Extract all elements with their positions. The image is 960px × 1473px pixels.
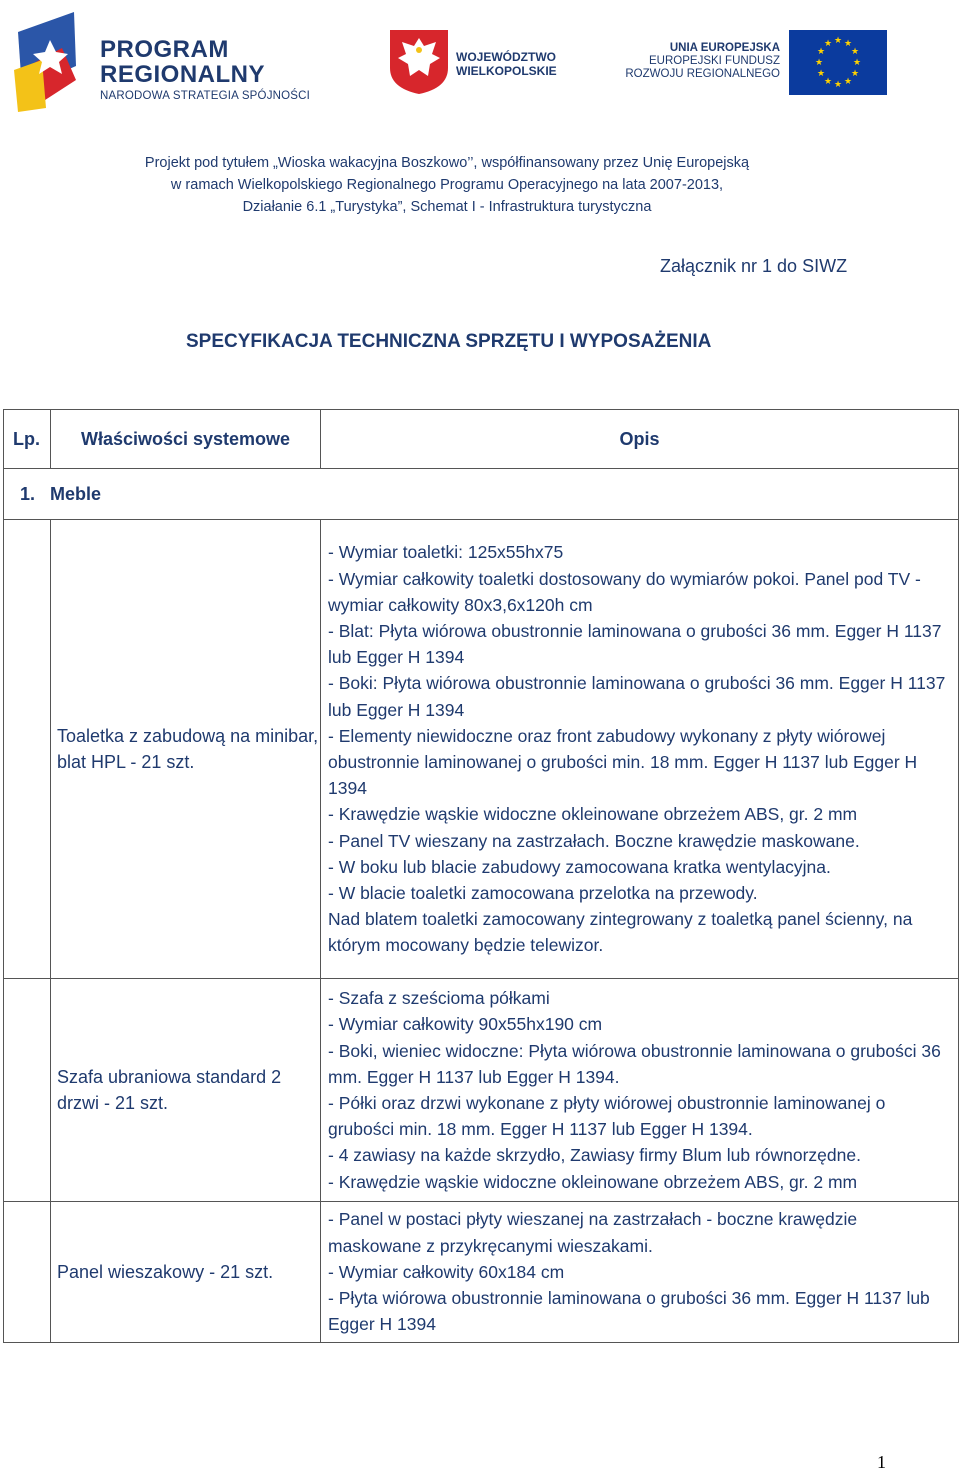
category-number: 1. (20, 483, 36, 504)
eu-line1: UNIA EUROPEJSKA (669, 42, 780, 54)
item-description: - Wymiar toaletki: 125x55hx75 - Wymiar całkowity toaletki dostosowany do wymiarów pokoi. Panel pod TV - wymiar całkowity 80x3,6x120h cm - Blat: Płyta wiórowa obustronnie laminowana o grubości 36 mm. Egger H 1137 lub Egger H 1394 - Boki: Płyta wiórowa obustronnie laminowana o grubości 36 mm. Egger H 1137 lub Egger H 1394 - Elementy niewidoczne oraz front zabudowy wykonany z płyty wiórowej obustronnie laminowanej o grubości min. 18 mm. Egger H 1137 lub Egger H 1394 - Krawędzie wąskie widoczne okleinowane obrzeżem ABS, gr. 2 mm - Panel TV wieszany na zastrzałach. Boczne krawędzie maskowane. - W boku lub blacie zabudowy zamocowana kratka wentylacyjna. - W blacie toaletki zamocowana przelotka na przewody. Nad blatem toaletki zamocowany zintegrowany z toaletką panel ścienny, na którym mocowany będzie telewizor. (321, 520, 959, 979)
region-line1: WOJEWÓDZTWO (456, 50, 556, 64)
item-description: - Szafa z sześcioma półkami - Wymiar całkowity 90x55hx190 cm - Boki, wieniec widoczne: Płyta wiórowa obustronnie laminowana o grubości 36 mm. Egger H 1137 lub Egger H 1394. - Półki oraz drzwi wykonane z płyty wiórowej obustronnie laminowanej o grubości min. 18 mm. Egger H 1137 lub Egger H 1394. - 4 zawiasy na każde skrzydło, Zawiasy firmy Blum lub równorzędne. - Krawędzie wąskie widoczne okleinowane obrzeżem ABS, gr. 2 mm (321, 979, 959, 1202)
program-line2: REGIONALNY (100, 61, 266, 88)
eu-line2: EUROPEJSKI FUNDUSZ (649, 55, 780, 67)
region-line2: WIELKOPOLSKIE (456, 64, 557, 78)
project-line2: w ramach Wielkopolskiego Regionalnego Programu Operacyjnego na lata 2007-2013, (170, 177, 724, 193)
table-row (4, 520, 959, 979)
project-line1: Projekt pod tytułem „Wioska wakacyjna Boszkowo’’, współfinansowany przez Unię Europejską (144, 155, 750, 171)
svg-text:★: ★ (843, 77, 853, 87)
program-line3: NARODOWA STRATEGIA SPÓJNOŚCI (100, 90, 311, 102)
item-name: Szafa ubraniowa standard 2 drzwi - 21 szt. (51, 979, 321, 1202)
column-header-properties: Właściwości systemowe (51, 410, 321, 469)
wielkopolska-wordmark (456, 50, 557, 78)
category-name: Meble (50, 483, 102, 504)
category-cell (4, 469, 959, 520)
annex-label: Załącznik nr 1 do SIWZ (660, 256, 848, 276)
program-line1: PROGRAM (100, 36, 229, 63)
eu-line3: ROZWOJU REGIONALNEGO (625, 68, 780, 80)
project-line3: Działanie 6.1 „Turystyka”, Schemat I - Infrastruktura turystyczna (242, 199, 652, 215)
category-row (4, 469, 959, 520)
svg-text:★: ★ (833, 80, 843, 90)
lp-cell (4, 1202, 51, 1343)
wielkopolska-eagle-crest-icon (388, 28, 450, 96)
item-name: Toaletka z zabudową na minibar, blat HPL - 21 szt. (51, 520, 321, 979)
svg-text:★: ★ (823, 77, 833, 87)
eu-wordmark (612, 42, 780, 81)
item-description: - Panel w postaci płyty wieszanej na zastrzałach - boczne krawędzie maskowane z przykręcanymi wieszakami. - Wymiar całkowity 60x184 cm - Płyta wiórowa obustronnie laminowana o grubości 36 mm. Egger H 1137 lub Egger H 1394 (321, 1202, 959, 1343)
svg-text:★: ★ (816, 47, 826, 57)
item-name: Panel wieszakowy - 21 szt. (51, 1202, 321, 1343)
table-row (4, 1202, 959, 1343)
svg-text:★: ★ (823, 39, 833, 49)
page-title: SPECYFIKACJA TECHNICZNA SPRZĘTU I WYPOSAŻENIA (186, 331, 712, 352)
lp-cell (4, 520, 51, 979)
eu-flag-icon (789, 30, 887, 95)
table-row (4, 979, 959, 1202)
specification-table (3, 409, 959, 1343)
svg-text:★: ★ (843, 39, 853, 49)
svg-text:★: ★ (816, 69, 826, 79)
program-regionalny-logo-icon (12, 10, 97, 115)
program-regionalny-wordmark (100, 38, 310, 104)
svg-text:★: ★ (833, 36, 843, 46)
column-header-description: Opis (321, 410, 959, 469)
page-number: 1 (877, 1452, 886, 1472)
lp-cell (4, 979, 51, 1202)
svg-text:★: ★ (850, 69, 860, 79)
project-description (0, 152, 894, 218)
svg-text:★: ★ (850, 47, 860, 57)
svg-text:★: ★ (814, 58, 824, 68)
svg-text:★: ★ (852, 58, 862, 68)
table-header-row (4, 410, 959, 469)
logo-bar (0, 0, 960, 130)
column-header-lp: Lp. (4, 410, 51, 469)
